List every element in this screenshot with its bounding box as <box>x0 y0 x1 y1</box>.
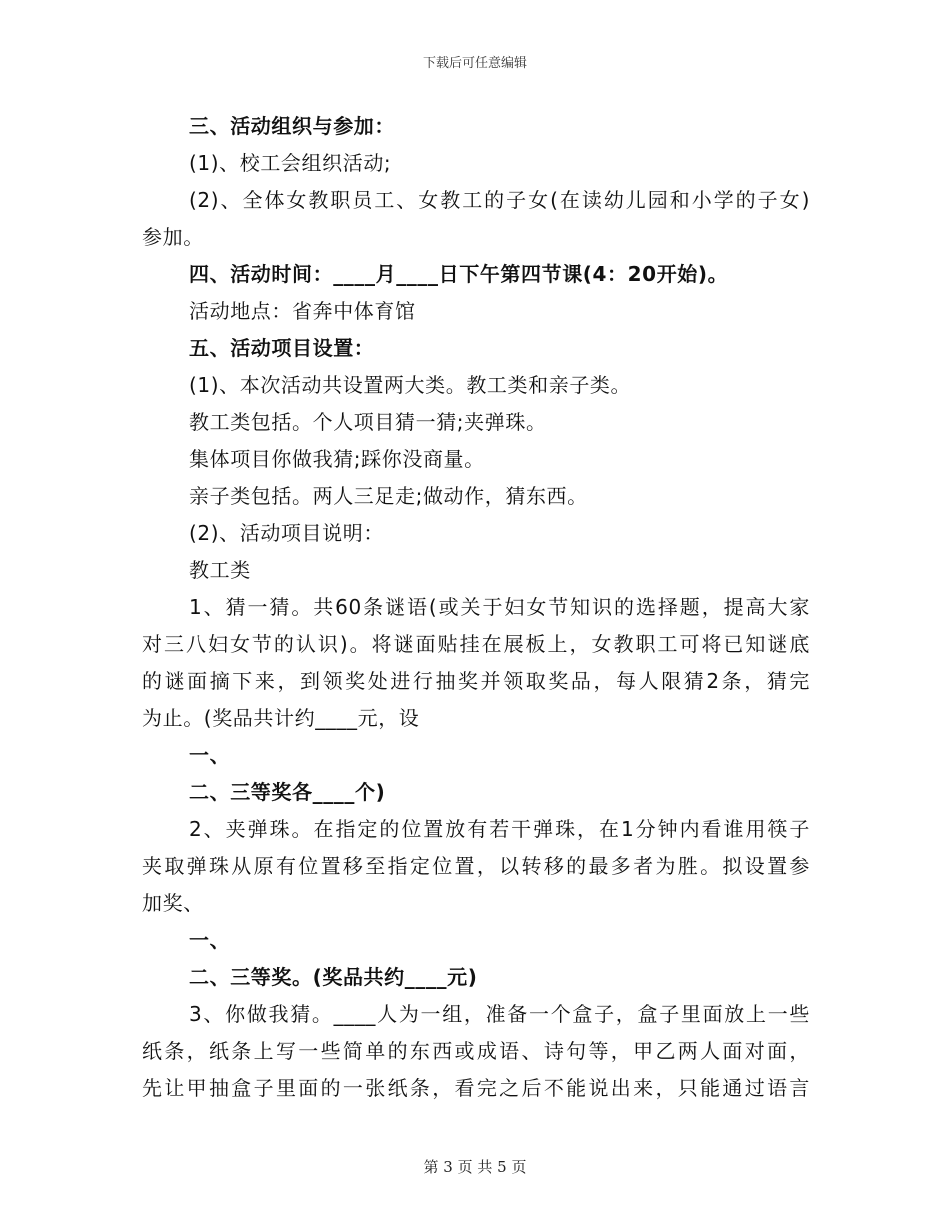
paragraph-line: 的谜面摘下来，到领奖处进行抽奖并领取奖品，每人限猜2条，猜完 <box>142 669 810 693</box>
paragraph-line: 一、 <box>189 743 231 767</box>
paragraph-line: 教工类包括。个人项目猜一猜;夹弹珠。 <box>189 410 547 434</box>
section-heading-organization: 三、活动组织与参加： <box>189 114 395 138</box>
paragraph-line: 二、三等奖各____个) <box>189 780 386 804</box>
paragraph-line: 亲子类包括。两人三足走;做动作，猜东西。 <box>189 484 588 508</box>
paragraph-line: 教工类 <box>189 558 251 582</box>
paragraph-line: 2、夹弹珠。在指定的位置放有若干弹珠，在1分钟内看谁用筷子 <box>189 817 810 841</box>
paragraph-line: 集体项目你做我猜;踩你没商量。 <box>189 447 485 471</box>
paragraph-line: (2)、全体女教职员工、女教工的子女(在读幼儿园和小学的子女) <box>189 188 810 212</box>
paragraph-line: 夹取弹珠从原有位置移至指定位置，以转移的最多者为胜。拟设置参 <box>142 854 810 878</box>
paragraph-line: 先让甲抽盒子里面的一张纸条，看完之后不能说出来，只能通过语言 <box>142 1076 810 1100</box>
paragraph-line: (2)、活动项目说明： <box>189 521 384 545</box>
paragraph-line: (1)、校工会组织活动; <box>189 151 392 175</box>
paragraph-line: 为止。(奖品共计约____元，设 <box>142 706 420 730</box>
paragraph-line: 一、 <box>189 928 231 952</box>
document-body <box>142 108 810 1107</box>
paragraph-line: 加奖、 <box>142 891 204 915</box>
page-footer: 第 3 页 共 5 页 <box>423 1158 527 1176</box>
paragraph-line: 活动地点：省奔中体育馆 <box>189 299 416 323</box>
paragraph-line: 纸条，纸条上写一些简单的东西或成语、诗句等，甲乙两人面对面， <box>142 1039 810 1063</box>
page-header: 下载后可任意编辑 <box>422 56 527 71</box>
paragraph-line: 1、猜一猜。共60条谜语(或关于妇女节知识的选择题，提高大家 <box>189 595 810 619</box>
section-heading-time: 四、活动时间：____月____日下午第四节课(4：20开始)。 <box>189 262 729 286</box>
paragraph-line: 参加。 <box>142 225 204 249</box>
paragraph-line: 二、三等奖。(奖品共约____元) <box>189 965 478 989</box>
section-heading-items: 五、活动项目设置： <box>189 336 375 360</box>
paragraph-line: 3、你做我猜。____人为一组，准备一个盒子，盒子里面放上一些 <box>189 1002 810 1026</box>
paragraph-line: 对三八妇女节的认识)。将谜面贴挂在展板上，女教职工可将已知谜底 <box>142 632 810 656</box>
paragraph-line: (1)、本次活动共设置两大类。教工类和亲子类。 <box>189 373 632 397</box>
